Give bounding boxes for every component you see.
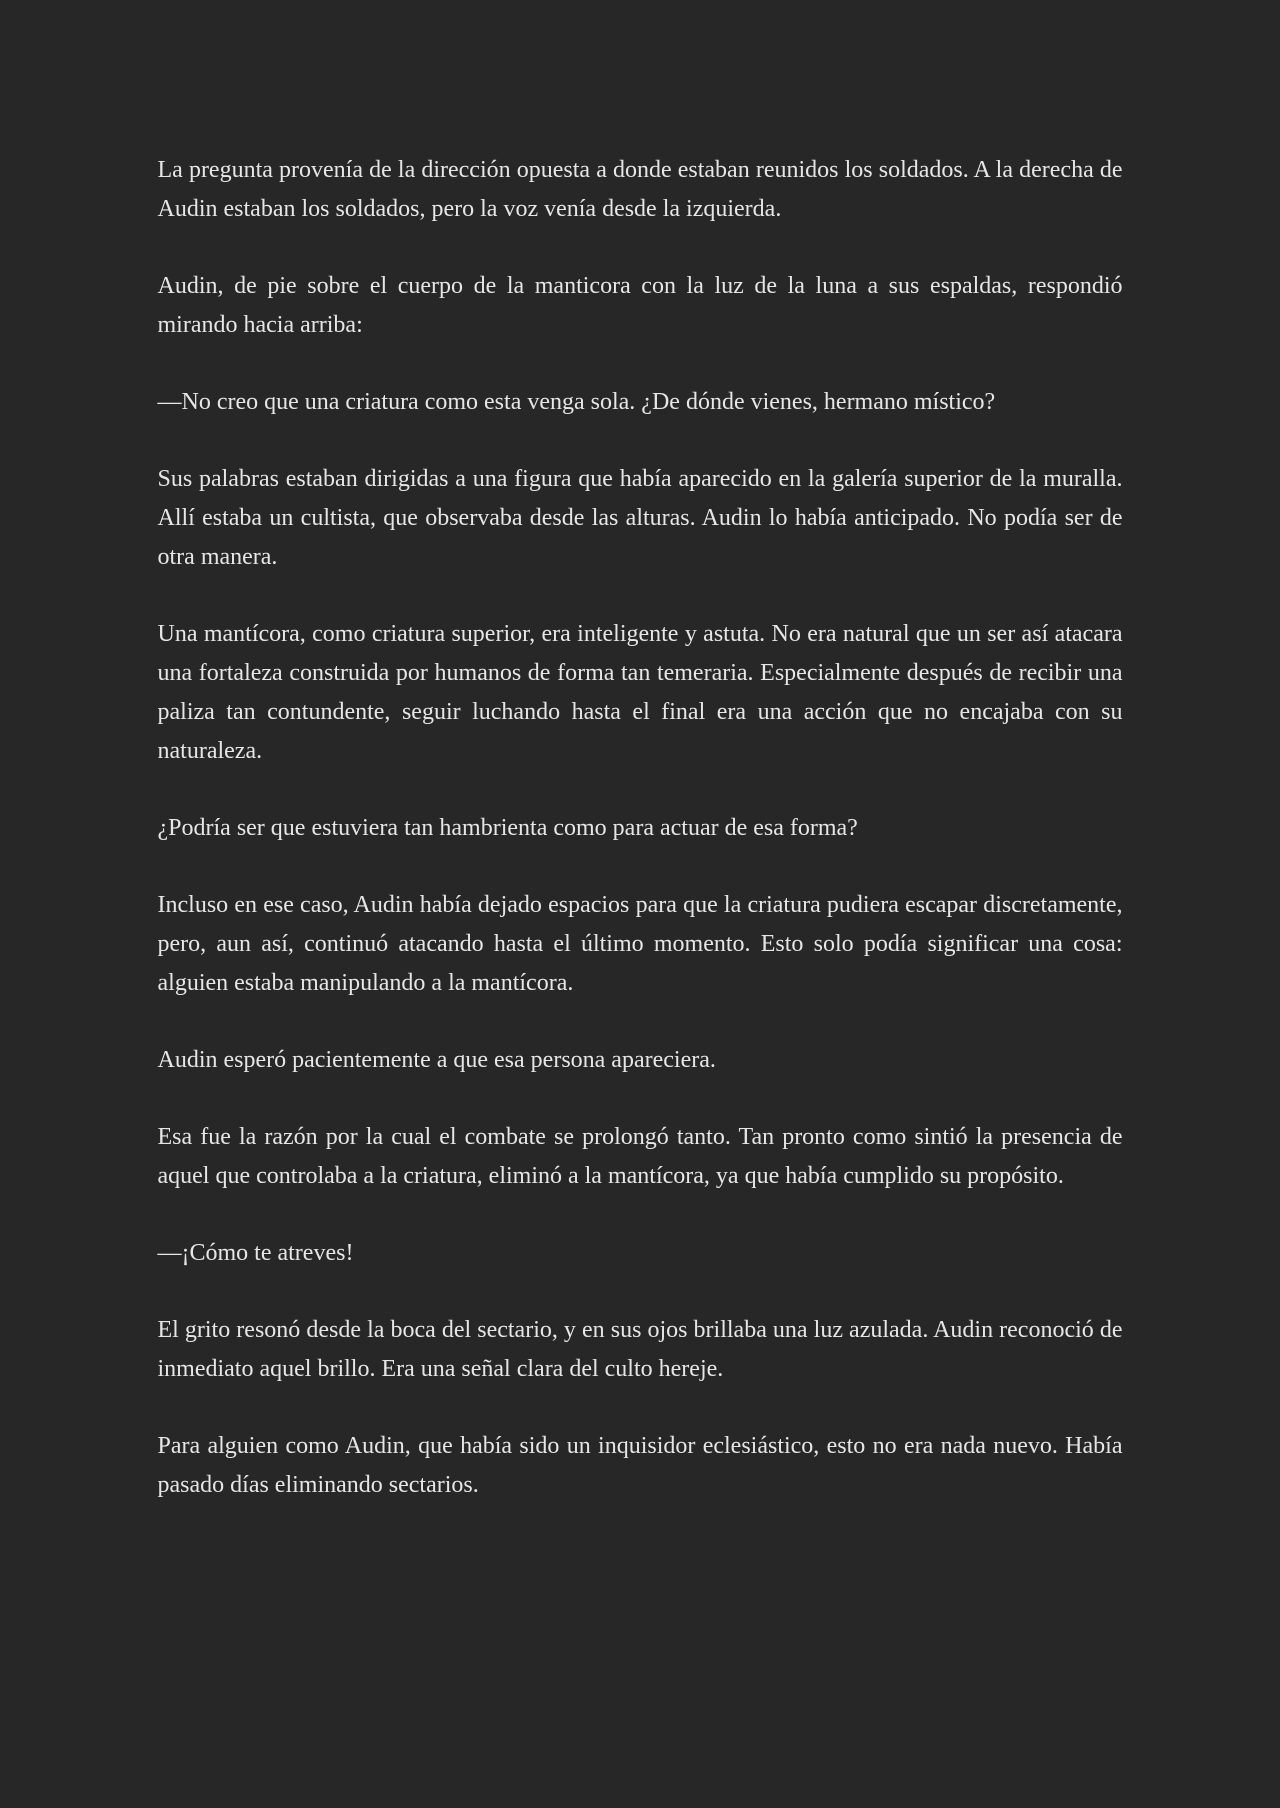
paragraph: Audin esperó pacientemente a que esa persona apareciera. [157, 1047, 716, 1073]
paragraph: El grito resonó desde la boca del sectario, y en sus ojos brillaba una luz azulada. Audin reconoció de inmediato aquel brillo. Era una señal clara del culto hereje. [157, 1317, 1123, 1382]
paragraph: Audin, de pie sobre el cuerpo de la manticora con la luz de la luna a sus espaldas, respondió mirando hacia arriba: [157, 273, 1123, 338]
paragraph: —¡Cómo te atreves! [157, 1240, 354, 1266]
paragraph: La pregunta provenía de la dirección opuesta a donde estaban reunidos los soldados. A la derecha de Audin estaban los soldados, pero la voz venía desde la izquierda. [157, 157, 1123, 222]
paragraph: —No creo que una criatura como esta venga sola. ¿De dónde vienes, hermano místico? [157, 389, 996, 415]
chapter-text [158, 0, 1123, 1505]
paragraph: Incluso en ese caso, Audin había dejado espacios para que la criatura pudiera escapar discretamente, pero, aun así, continuó atacando hasta el último momento. Esto solo podía significar una cosa: alguien estaba manipulando a la mantícora. [157, 892, 1123, 996]
paragraph: Una mantícora, como criatura superior, era inteligente y astuta. No era natural que un ser así atacara una fortaleza construida por humanos de forma tan temeraria. Especialmente después de recibir una paliza tan contundente, seguir luchando hasta el final era una acción que no encajaba con su naturaleza. [157, 621, 1123, 764]
paragraph: Para alguien como Audin, que había sido un inquisidor eclesiástico, esto no era nada nuevo. Había pasado días eliminando sectarios. [157, 1433, 1123, 1498]
paragraph: ¿Podría ser que estuviera tan hambrienta como para actuar de esa forma? [157, 815, 858, 841]
paragraph: Esa fue la razón por la cual el combate se prolongó tanto. Tan pronto como sintió la presencia de aquel que controlaba a la criatura, eliminó a la mantícora, ya que había cumplido su propósito. [157, 1124, 1123, 1189]
paragraph: Sus palabras estaban dirigidas a una figura que había aparecido en la galería superior de la muralla. Allí estaba un cultista, que observaba desde las alturas. Audin lo había anticipado. No podía ser de otra manera. [157, 466, 1123, 570]
